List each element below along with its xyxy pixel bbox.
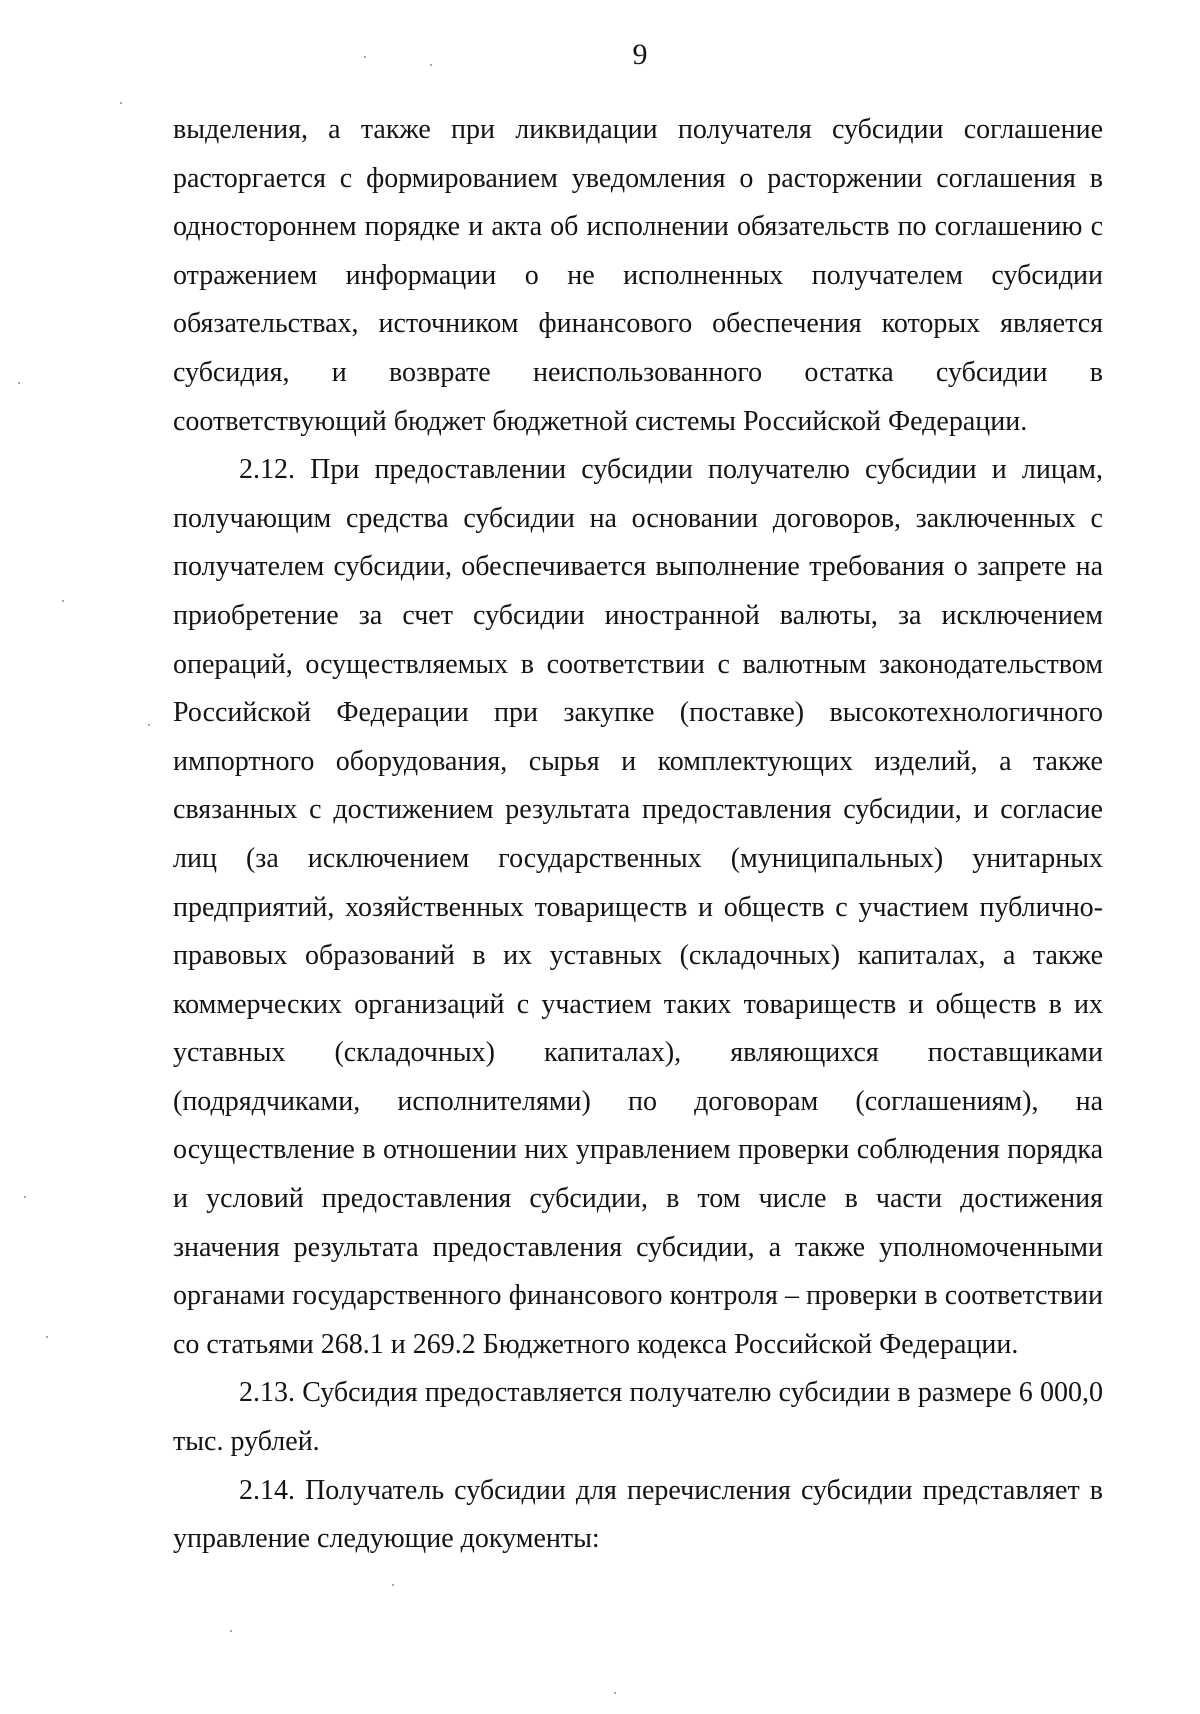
scan-speck	[364, 56, 366, 58]
scan-speck	[46, 1336, 48, 1338]
paragraph-2-14: 2.14. Получатель субсидии для перечисления субсидии представляет в управление следующие документы:	[173, 1474, 1103, 1555]
scan-speck	[120, 102, 122, 104]
page-number: 9	[632, 38, 648, 71]
scan-speck	[614, 1692, 616, 1694]
scan-speck	[62, 600, 64, 602]
scan-speck	[430, 64, 432, 66]
paragraph-2-13: 2.13. Субсидия предоставляется получателю субсидии в размере 6 000,0 тыс. рублей.	[173, 1377, 1103, 1458]
scan-speck	[24, 1196, 26, 1198]
scan-speck	[230, 1630, 232, 1632]
scan-speck	[392, 1584, 394, 1586]
scan-speck	[148, 724, 150, 726]
paragraph-continuation: выделения, а также при ликвидации получателя субсидии соглашение расторгается с формированием уведомления о расторжении соглашения в одностороннем порядке и акта об исполнении обязательств по соглашению с отражением информации о не исполненных получателем субсидии обязательствах, источником финансового обеспечения которых является субсидия, и возврате неиспользованного остатка субсидии в соответствующий бюджет бюджетной системы Российской Федерации.	[173, 114, 1103, 437]
document-body	[173, 106, 1103, 1564]
paragraph-2-12: 2.12. При предоставлении субсидии получателю субсидии и лицам, получающим средства субсидии на основании договоров, заключенных с получателем субсидии, обеспечивается выполнение требования о запрете на приобретение за счет субсидии иностранной валюты, за исключением операций, осуществляемых в соответствии с валютным законодательством Российской Федерации при закупке (поставке) высокотехнологичного импортного оборудования, сырья и комплектующих изделий, а также связанных с достижением результата предоставления субсидии, и согласие лиц (за исключением государственных (муниципальных) унитарных предприятий, хозяйственных товариществ и обществ с участием публично-правовых образований в их уставных (складочных) капиталах, а также коммерческих организаций с участием таких товариществ и обществ в их уставных (складочных) капиталах), являющихся поставщиками (подрядчиками, исполнителями) по договорам (соглашениям), на осуществление в отношении них управлением проверки соблюдения порядка и условий предоставления субсидии, в том числе в части достижения значения результата предоставления субсидии, а также уполномоченными органами государственного финансового контроля – проверки в соответствии со статьями 268.1 и 269.2 Бюджетного кодекса Российской Федерации.	[173, 454, 1103, 1360]
scan-speck	[18, 382, 20, 384]
